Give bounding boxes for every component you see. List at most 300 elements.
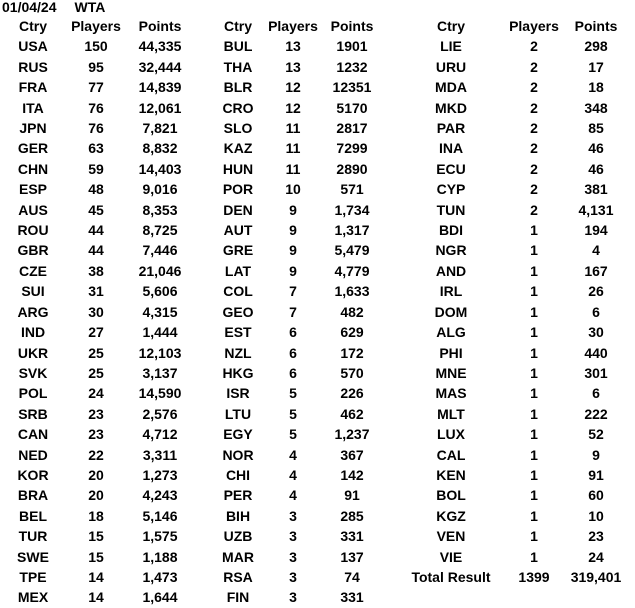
points-cell: 172	[340, 344, 364, 361]
table-body	[397, 36, 629, 587]
country-cell: CHI	[225, 466, 251, 483]
table-row	[214, 240, 380, 260]
points-cell: 8,353	[142, 201, 178, 218]
table-row	[0, 200, 194, 220]
table-row	[0, 485, 194, 505]
table-row	[0, 36, 194, 56]
points-cell: 18	[588, 79, 604, 96]
country-cell: PER	[223, 487, 253, 504]
table-row	[397, 200, 629, 220]
country-table-3	[397, 16, 629, 587]
table-row	[214, 179, 380, 199]
players-cell: 76	[88, 99, 104, 116]
country-cell: KAZ	[223, 140, 253, 157]
players-cell: 15	[88, 528, 104, 545]
table-body	[0, 36, 194, 607]
table-row	[0, 465, 194, 485]
points-cell: 14,839	[138, 79, 182, 96]
points-cell: 1901	[336, 38, 368, 55]
table-row	[0, 506, 194, 526]
players-cell: 2	[530, 120, 538, 137]
points-cell: 17	[588, 58, 604, 75]
country-cell: ROU	[17, 222, 49, 239]
players-cell: 2	[530, 160, 538, 177]
points-cell: 12351	[332, 79, 372, 96]
tour-name: WTA	[74, 0, 106, 15]
players-cell: 25	[88, 344, 104, 361]
country-cell: ITA	[22, 99, 44, 116]
points-cell: 5170	[336, 99, 368, 116]
points-cell: 6	[592, 385, 600, 402]
players-cell: 14	[88, 589, 104, 606]
points-cell: 1,473	[142, 568, 178, 585]
country-cell: LUX	[437, 426, 465, 443]
points-cell: 319,401	[570, 568, 622, 585]
country-cell: GBR	[17, 242, 49, 259]
country-cell: CAL	[436, 446, 466, 463]
points-cell: 381	[584, 181, 608, 198]
country-cell: NGR	[435, 242, 467, 259]
table-row	[0, 547, 194, 567]
players-cell: 2	[530, 79, 538, 96]
table-row	[397, 322, 629, 342]
country-cell: GRE	[222, 242, 254, 259]
points-cell: 298	[584, 38, 608, 55]
points-cell: 3,137	[142, 364, 178, 381]
players-cell: 1	[530, 466, 538, 483]
table-row	[0, 179, 194, 199]
table-row	[0, 567, 194, 587]
table-row	[397, 220, 629, 240]
table-row	[214, 383, 380, 403]
country-cell: FIN	[226, 589, 250, 606]
table-row	[397, 404, 629, 424]
table-row	[214, 159, 380, 179]
table-row	[397, 383, 629, 403]
players-cell: 7	[289, 303, 297, 320]
table-row	[214, 547, 380, 567]
points-cell: 629	[340, 324, 364, 341]
players-cell: 15	[88, 548, 104, 565]
country-cell: BRA	[17, 487, 49, 504]
country-table-1	[0, 16, 194, 608]
players-cell: 13	[285, 38, 301, 55]
table-row	[397, 98, 629, 118]
points-cell: 91	[344, 487, 360, 504]
country-cell: MDA	[435, 79, 467, 96]
country-cell: PAR	[436, 120, 466, 137]
table-row	[0, 404, 194, 424]
country-cell: BUL	[223, 38, 253, 55]
table-row	[397, 506, 629, 526]
points-cell: 8,832	[142, 140, 178, 157]
players-cell: 3	[289, 507, 297, 524]
table-body	[214, 36, 380, 607]
points-cell: 226	[340, 385, 364, 402]
table-row	[0, 343, 194, 363]
country-cell: MEX	[17, 589, 49, 606]
players-cell: 4	[289, 446, 297, 463]
players-cell: 6	[289, 324, 297, 341]
points-cell: 3,311	[142, 446, 178, 463]
country-cell: AND	[435, 262, 467, 279]
table-row	[0, 159, 194, 179]
points-cell: 348	[584, 99, 608, 116]
players-cell: 3	[289, 568, 297, 585]
points-cell: 462	[340, 405, 364, 422]
table-row	[214, 424, 380, 444]
points-cell: 7299	[336, 140, 368, 157]
players-cell: 30	[88, 303, 104, 320]
header-row	[397, 16, 629, 36]
country-cell: CAN	[17, 426, 49, 443]
table-row	[397, 159, 629, 179]
table-row	[214, 587, 380, 607]
points-cell: 2817	[336, 120, 368, 137]
players-cell: 27	[88, 324, 104, 341]
country-cell: NED	[18, 446, 48, 463]
points-cell: 137	[340, 548, 364, 565]
players-cell: 1	[530, 303, 538, 320]
country-cell: SLO	[223, 120, 253, 137]
players-cell: 13	[285, 58, 301, 75]
country-cell: RSA	[223, 568, 253, 585]
points-cell: 46	[588, 140, 604, 157]
points-cell: 7,446	[142, 242, 178, 259]
players-cell: 10	[285, 181, 301, 198]
country-cell: GEO	[222, 303, 254, 320]
table-row	[397, 138, 629, 158]
table-row	[397, 240, 629, 260]
points-cell: 46	[588, 160, 604, 177]
country-cell: SUI	[21, 283, 45, 300]
points-cell: 60	[588, 487, 604, 504]
points-cell: 1,644	[142, 589, 178, 606]
points-cell: 570	[340, 364, 364, 381]
points-cell: 440	[584, 344, 608, 361]
col-header-ctry: Ctry	[436, 18, 465, 34]
points-cell: 26	[588, 283, 604, 300]
players-cell: 1	[530, 364, 538, 381]
col-header-players: Players	[71, 18, 121, 34]
points-cell: 32,444	[138, 58, 182, 75]
players-cell: 12	[285, 79, 301, 96]
country-cell: CRO	[222, 99, 254, 116]
points-cell: 9	[592, 446, 600, 463]
table-row	[214, 465, 380, 485]
table-row	[397, 485, 629, 505]
table-row	[214, 138, 380, 158]
players-cell: 3	[289, 528, 297, 545]
country-cell: IND	[20, 324, 46, 341]
players-cell: 18	[88, 507, 104, 524]
country-cell: IRL	[439, 283, 463, 300]
points-cell: 4,243	[142, 487, 178, 504]
points-cell: 1232	[336, 58, 368, 75]
table-row	[397, 465, 629, 485]
country-cell: RUS	[18, 58, 48, 75]
players-cell: 9	[289, 242, 297, 259]
players-cell: 1399	[518, 568, 550, 585]
sheet-header	[2, 0, 105, 16]
players-cell: 11	[285, 160, 301, 177]
table-row	[214, 567, 380, 587]
table-row	[397, 302, 629, 322]
country-cell: ESP	[18, 181, 47, 198]
table-row	[214, 363, 380, 383]
players-cell: 45	[88, 201, 104, 218]
players-cell: 1	[530, 405, 538, 422]
table-row	[397, 567, 629, 587]
players-cell: 48	[88, 181, 104, 198]
country-cell: LTU	[224, 405, 252, 422]
players-cell: 12	[285, 99, 301, 116]
points-cell: 85	[588, 120, 604, 137]
table-row	[214, 343, 380, 363]
points-cell: 7,821	[142, 120, 178, 137]
country-cell: NOR	[222, 446, 254, 463]
col-header-points: Points	[574, 18, 618, 34]
players-cell: 7	[289, 283, 297, 300]
players-cell: 20	[88, 487, 104, 504]
players-cell: 11	[285, 120, 301, 137]
table-row	[0, 281, 194, 301]
country-cell: GER	[17, 140, 49, 157]
table-row	[0, 363, 194, 383]
points-cell: 367	[340, 446, 364, 463]
players-cell: 1	[530, 548, 538, 565]
table-row	[0, 261, 194, 281]
points-cell: 222	[584, 405, 608, 422]
players-cell: 150	[84, 38, 108, 55]
table-row	[397, 445, 629, 465]
players-cell: 3	[289, 589, 297, 606]
players-cell: 24	[88, 385, 104, 402]
players-cell: 44	[88, 222, 104, 239]
table-row	[0, 302, 194, 322]
players-cell: 1	[530, 426, 538, 443]
table-row	[0, 57, 194, 77]
points-cell: 5,606	[142, 283, 178, 300]
table-row	[0, 138, 194, 158]
table-row	[214, 98, 380, 118]
country-cell: KEN	[436, 466, 466, 483]
points-cell: 21,046	[138, 262, 182, 279]
players-cell: 1	[530, 507, 538, 524]
players-cell: 44	[88, 242, 104, 259]
players-cell: 2	[530, 140, 538, 157]
players-cell: 5	[289, 426, 297, 443]
points-cell: 285	[340, 507, 364, 524]
header-row	[0, 16, 194, 36]
points-cell: 2,576	[142, 405, 178, 422]
table-row	[214, 404, 380, 424]
table-row	[0, 322, 194, 342]
country-cell: KOR	[17, 466, 49, 483]
country-cell: INA	[438, 140, 464, 157]
table-row	[0, 424, 194, 444]
points-cell: 91	[588, 466, 604, 483]
points-cell: 194	[584, 222, 608, 239]
table-row	[214, 302, 380, 322]
table-row	[397, 77, 629, 97]
players-cell: 1	[530, 528, 538, 545]
players-cell: 9	[289, 222, 297, 239]
players-cell: 4	[289, 487, 297, 504]
country-cell: AUT	[223, 222, 253, 239]
players-cell: 5	[289, 405, 297, 422]
points-cell: 9,016	[142, 181, 178, 198]
country-cell: ALG	[436, 324, 466, 341]
country-cell: POR	[222, 181, 254, 198]
table-row	[0, 98, 194, 118]
country-cell: HKG	[222, 364, 254, 381]
col-header-players: Players	[268, 18, 318, 34]
country-cell: SRB	[18, 405, 48, 422]
players-cell: 3	[289, 548, 297, 565]
country-cell: CZE	[19, 262, 47, 279]
table-row	[214, 445, 380, 465]
country-cell: CHN	[17, 160, 49, 177]
table-row	[0, 587, 194, 607]
players-cell: 1	[530, 242, 538, 259]
country-cell: TUN	[436, 201, 466, 218]
country-cell: SVK	[18, 364, 48, 381]
country-cell: Total Result	[411, 568, 491, 585]
country-cell: CYP	[436, 181, 466, 198]
players-cell: 25	[88, 364, 104, 381]
header-row	[214, 16, 380, 36]
players-cell: 31	[88, 283, 104, 300]
country-cell: BLR	[223, 79, 253, 96]
col-header-players: Players	[509, 18, 559, 34]
country-cell: TUR	[18, 528, 48, 545]
points-cell: 1,734	[334, 201, 370, 218]
players-cell: 22	[88, 446, 104, 463]
country-cell: COL	[223, 283, 253, 300]
country-cell: URU	[435, 58, 467, 75]
country-cell: ECU	[436, 160, 466, 177]
players-cell: 2	[530, 38, 538, 55]
points-cell: 52	[588, 426, 604, 443]
table-row	[214, 57, 380, 77]
points-cell: 8,725	[142, 222, 178, 239]
table-row	[397, 36, 629, 56]
points-cell: 23	[588, 528, 604, 545]
col-header-ctry: Ctry	[223, 18, 252, 34]
country-cell: BEL	[19, 507, 47, 524]
points-cell: 6	[592, 303, 600, 320]
country-cell: HUN	[222, 160, 254, 177]
table-row	[0, 383, 194, 403]
country-cell: MNE	[435, 364, 467, 381]
table-row	[0, 77, 194, 97]
country-cell: KGZ	[436, 507, 466, 524]
country-cell: FRA	[18, 79, 48, 96]
country-cell: BOL	[436, 487, 466, 504]
country-cell: EGY	[223, 426, 253, 443]
points-cell: 5,479	[334, 242, 370, 259]
table-row	[397, 547, 629, 567]
country-cell: BIH	[225, 507, 251, 524]
points-cell: 331	[340, 589, 364, 606]
table-row	[0, 445, 194, 465]
country-cell: DOM	[434, 303, 468, 320]
country-cell: NZL	[224, 344, 252, 361]
points-cell: 167	[584, 262, 608, 279]
players-cell: 1	[530, 262, 538, 279]
table-row	[0, 220, 194, 240]
players-cell: 1	[530, 344, 538, 361]
country-cell: TPE	[19, 568, 47, 585]
table-row	[214, 526, 380, 546]
table-row	[214, 506, 380, 526]
points-cell: 4,779	[334, 262, 370, 279]
players-cell: 4	[289, 466, 297, 483]
points-cell: 1,237	[334, 426, 370, 443]
country-cell: USA	[18, 38, 48, 55]
points-cell: 301	[584, 364, 608, 381]
points-cell: 12,103	[138, 344, 182, 361]
table-row	[214, 77, 380, 97]
players-cell: 63	[88, 140, 104, 157]
country-cell: VIE	[439, 548, 463, 565]
points-cell: 2890	[336, 160, 368, 177]
table-row	[214, 281, 380, 301]
table-row	[214, 36, 380, 56]
country-cell: MAR	[222, 548, 254, 565]
players-cell: 95	[88, 58, 104, 75]
points-cell: 14,590	[138, 385, 182, 402]
points-cell: 74	[344, 568, 360, 585]
table-row	[0, 526, 194, 546]
players-cell: 14	[88, 568, 104, 585]
table-row	[397, 526, 629, 546]
col-header-points: Points	[138, 18, 182, 34]
table-row	[214, 200, 380, 220]
players-cell: 1	[530, 324, 538, 341]
points-cell: 331	[340, 528, 364, 545]
points-cell: 4	[592, 242, 600, 259]
table-row	[397, 57, 629, 77]
country-cell: DEN	[223, 201, 253, 218]
points-cell: 24	[588, 548, 604, 565]
players-cell: 2	[530, 181, 538, 198]
country-cell: UKR	[17, 344, 49, 361]
points-cell: 1,317	[334, 222, 370, 239]
points-cell: 30	[588, 324, 604, 341]
points-cell: 1,273	[142, 466, 178, 483]
players-cell: 5	[289, 385, 297, 402]
table-row	[214, 261, 380, 281]
points-cell: 1,633	[334, 283, 370, 300]
points-cell: 5,146	[142, 507, 178, 524]
country-table-2	[214, 16, 380, 608]
points-cell: 14,403	[138, 160, 182, 177]
points-cell: 12,061	[138, 99, 182, 116]
table-row	[214, 322, 380, 342]
points-cell: 4,131	[578, 201, 614, 218]
country-cell: LIE	[440, 38, 462, 55]
players-cell: 1	[530, 283, 538, 300]
points-cell: 10	[588, 507, 604, 524]
country-cell: SWE	[17, 548, 49, 565]
points-cell: 4,315	[142, 303, 178, 320]
points-cell: 482	[340, 303, 364, 320]
players-cell: 23	[88, 426, 104, 443]
country-cell: AUS	[18, 201, 48, 218]
table-row	[214, 485, 380, 505]
